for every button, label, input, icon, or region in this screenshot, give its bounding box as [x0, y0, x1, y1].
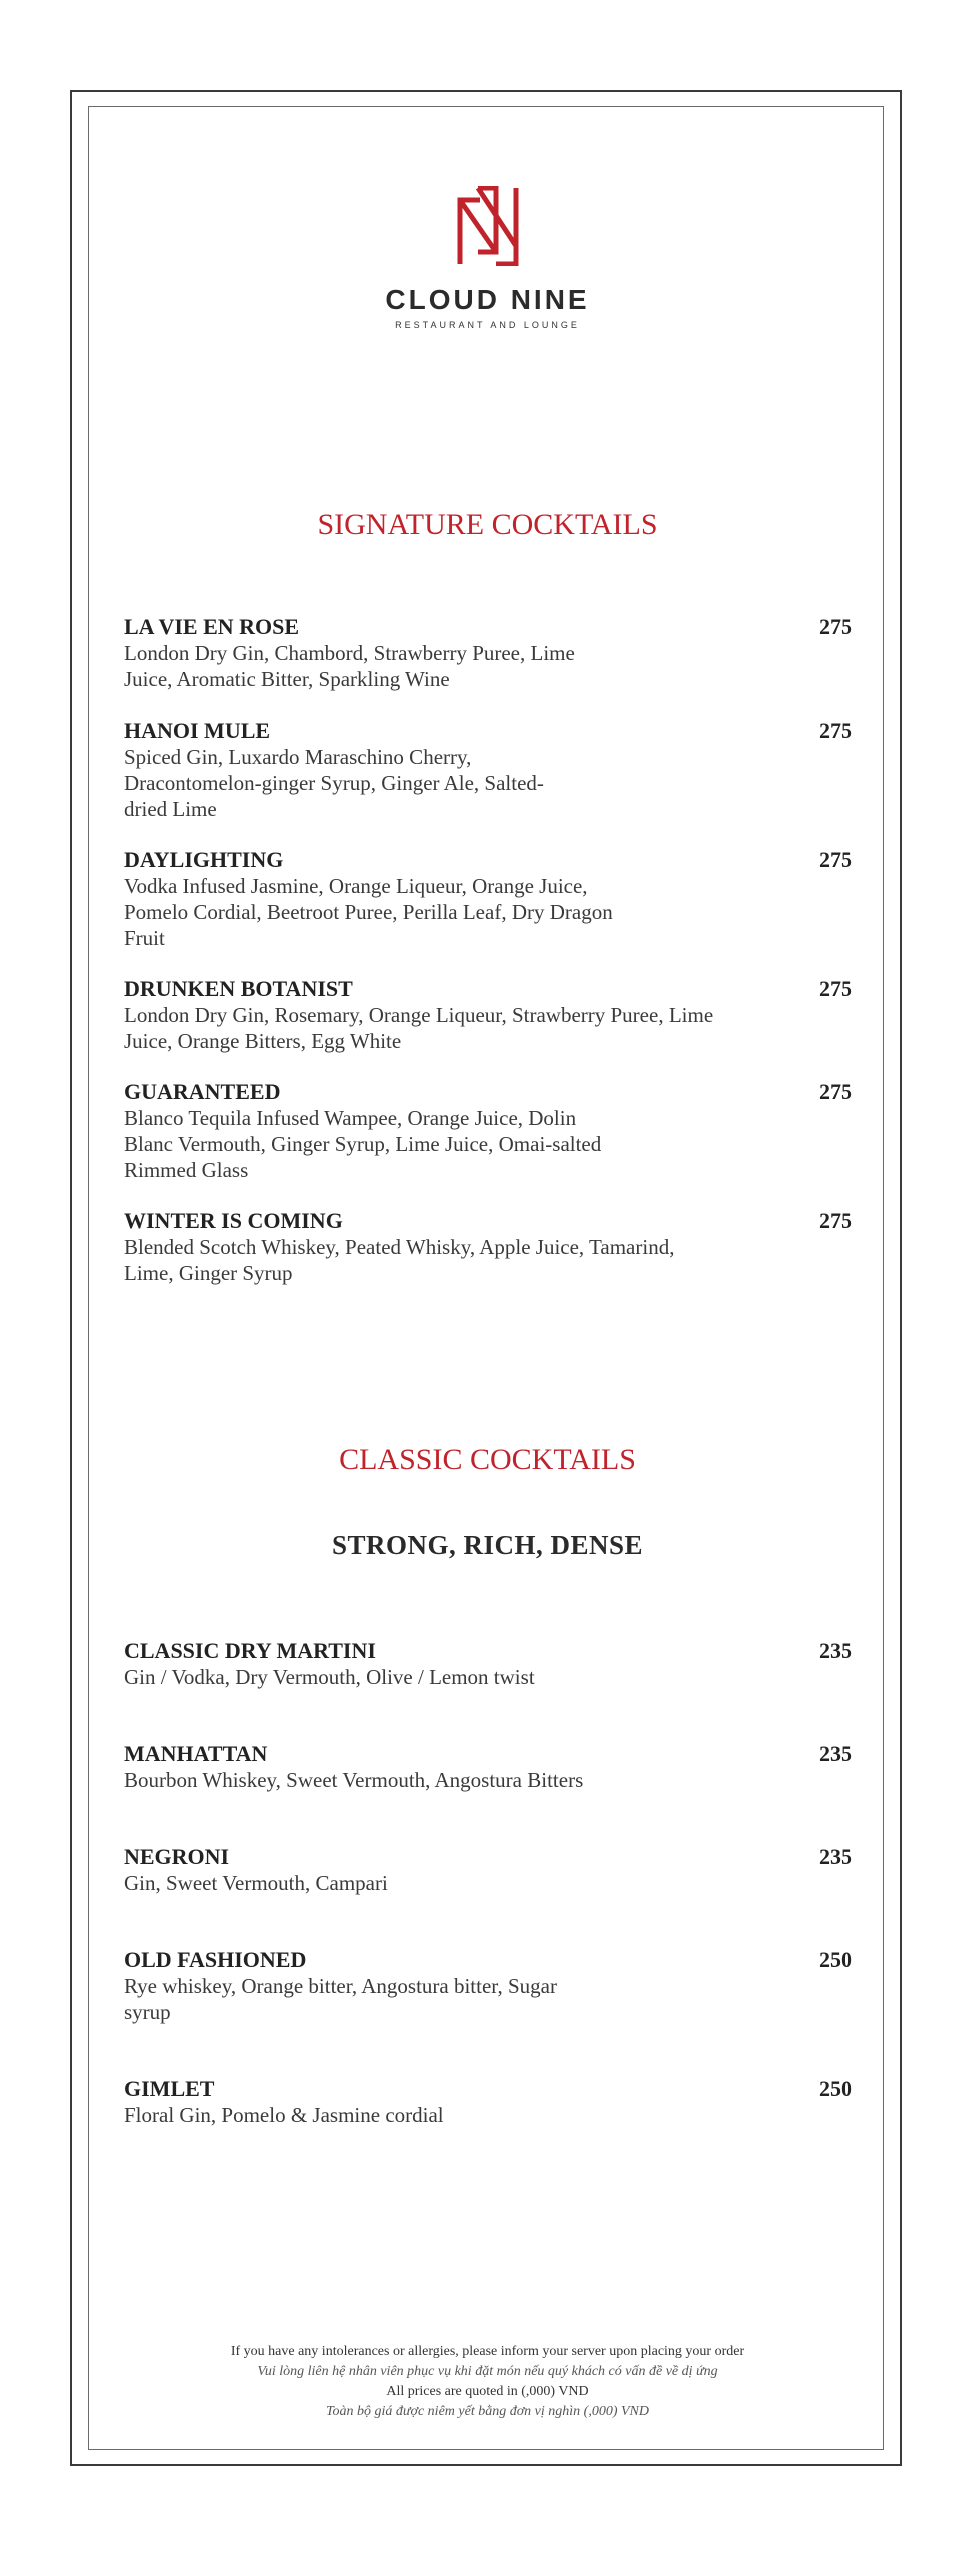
item-description: Blanco Tequila Infused Wampee, Orange Juice, Dolin Blanc Vermouth, Ginger Syrup, Lime Juice, Omai-salted Rimmed Glass [124, 1106, 602, 1182]
price-note-vi: Toàn bộ giá được niêm yết bằng đơn vị nghìn (,000) VND [325, 2404, 650, 2419]
item-name: GUARANTEED [124, 1079, 281, 1104]
item-price: 250 [819, 1947, 852, 1972]
menu-item [124, 1843, 852, 1896]
item-name: LA VIE EN ROSE [124, 614, 300, 639]
menu-footer [0, 2342, 975, 2422]
item-description: Blended Scotch Whiskey, Peated Whisky, Apple Juice, Tamarind, Lime, Ginger Syrup [124, 1235, 675, 1285]
item-description: Rye whiskey, Orange bitter, Angostura bitter, Sugar syrup [124, 1974, 557, 2024]
item-name: DRUNKEN BOTANIST [124, 976, 353, 1001]
menu-item [124, 1078, 852, 1183]
item-price: 275 [819, 847, 852, 872]
brand-tagline: RESTAURANT AND LOUNGE [395, 320, 580, 330]
item-description: London Dry Gin, Chambord, Strawberry Puree, Lime Juice, Aromatic Bitter, Sparkling Wine [124, 641, 575, 691]
menu-item [124, 613, 852, 692]
item-description: Gin, Sweet Vermouth, Campari [124, 1871, 388, 1895]
signature-section-title: SIGNATURE COCKTAILS [317, 508, 658, 541]
item-name: MANHATTAN [124, 1741, 268, 1766]
item-name: NEGRONI [124, 1844, 230, 1869]
item-price: 250 [819, 2076, 852, 2101]
item-name: WINTER IS COMING [124, 1208, 343, 1233]
brand-name: CLOUD NINE [385, 284, 590, 315]
item-name: GIMLET [124, 2076, 215, 2101]
allergy-note-en: If you have any intolerances or allergies, please inform your server upon placing your order [230, 2344, 745, 2359]
item-description: Gin / Vodka, Dry Vermouth, Olive / Lemon twist [124, 1665, 535, 1689]
menu-item [124, 1637, 852, 1690]
menu-item [124, 717, 852, 822]
item-price: 235 [819, 1741, 852, 1766]
item-name: DAYLIGHTING [124, 847, 284, 872]
item-price: 275 [819, 1079, 852, 1104]
classic-section-subtitle: STRONG, RICH, DENSE [331, 1530, 644, 1560]
item-description: London Dry Gin, Rosemary, Orange Liqueur, Strawberry Puree, Lime Juice, Orange Bitters, Egg White [124, 1003, 714, 1053]
item-price: 275 [819, 1208, 852, 1233]
item-description: Vodka Infused Jasmine, Orange Liqueur, Orange Juice, Pomelo Cordial, Beetroot Puree, Perilla Leaf, Dry Dragon Fruit [124, 874, 613, 950]
item-description: Bourbon Whiskey, Sweet Vermouth, Angostura Bitters [124, 1768, 584, 1792]
item-price: 275 [819, 614, 852, 639]
item-name: OLD FASHIONED [124, 1947, 307, 1972]
menu-item [124, 2075, 852, 2128]
menu-item [124, 1946, 852, 2025]
item-description: Floral Gin, Pomelo & Jasmine cordial [124, 2103, 444, 2127]
item-price: 235 [819, 1844, 852, 1869]
item-price: 275 [819, 718, 852, 743]
menu-item [124, 1740, 852, 1793]
menu-item [124, 975, 852, 1054]
allergy-note-vi: Vui lòng liên hệ nhân viên phục vụ khi đặt món nếu quý khách có vấn đề về dị ứng [257, 2364, 718, 2379]
menu-item [124, 846, 852, 951]
item-price: 235 [819, 1638, 852, 1663]
item-description: Spiced Gin, Luxardo Maraschino Cherry, Dracontomelon-ginger Syrup, Ginger Ale, Salted-dried Lime [124, 745, 544, 821]
price-note-en: All prices are quoted in (,000) VND [386, 2384, 589, 2399]
brand-logo [0, 186, 975, 330]
classic-section-title: CLASSIC COCKTAILS [339, 1443, 636, 1476]
menu-item [124, 1207, 852, 1286]
item-price: 275 [819, 976, 852, 1001]
item-name: CLASSIC DRY MARTINI [124, 1638, 376, 1663]
cloud-nine-monogram-icon [456, 186, 520, 266]
item-name: HANOI MULE [124, 718, 271, 743]
